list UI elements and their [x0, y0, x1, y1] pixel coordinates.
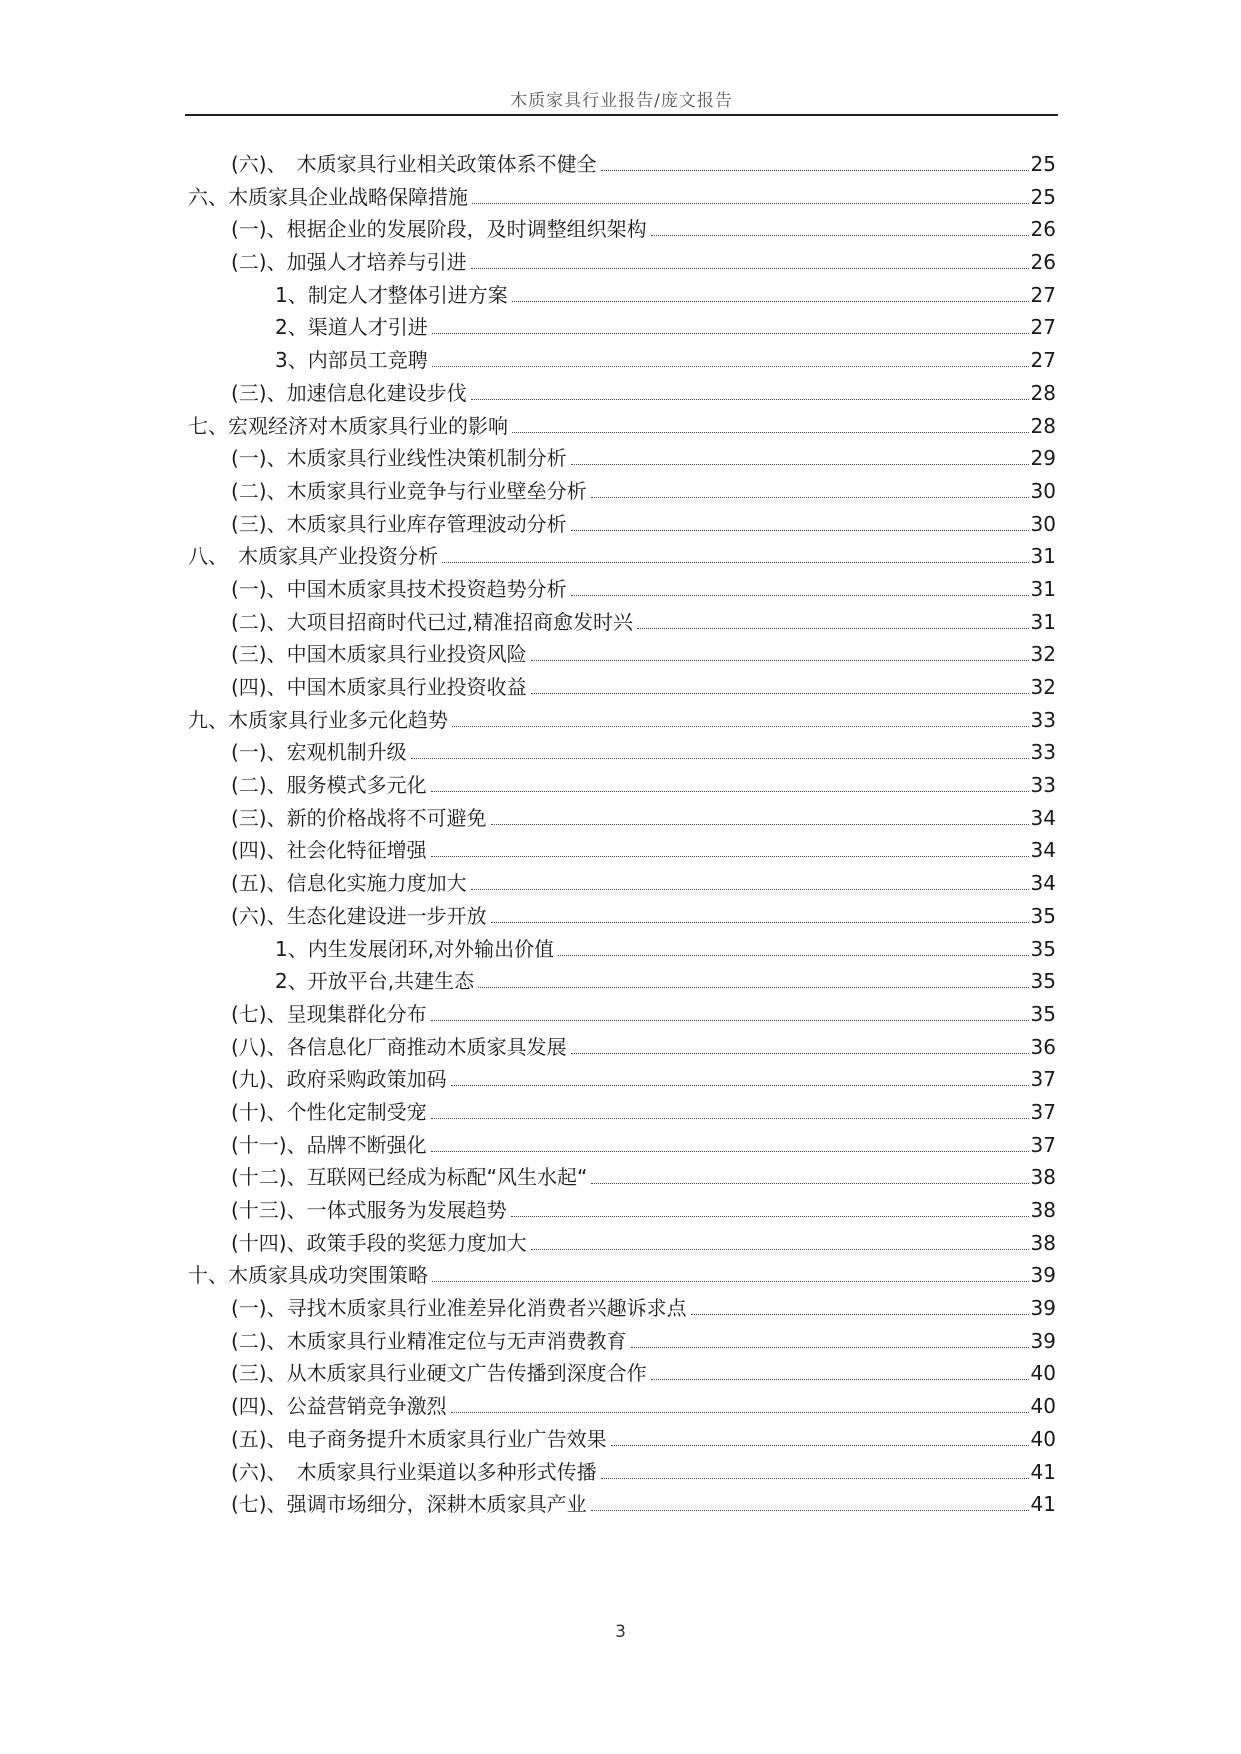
header-rule: [185, 114, 1058, 116]
toc-entry-title: (一)、根据企业的发展阶段，及时调整组织架构: [231, 217, 647, 242]
toc-entry-page: 30: [1030, 511, 1056, 536]
toc-dot-leader: [471, 399, 1029, 400]
toc-entry-title: 九、木质家具行业多元化趋势: [188, 707, 448, 732]
toc-entry-title: (一)、宏观机制升级: [231, 740, 407, 765]
toc-entry-title: (五)、信息化实施力度加大: [231, 871, 467, 896]
toc-dot-leader: [432, 333, 1029, 334]
toc-entry-page: 30: [1030, 478, 1056, 503]
toc-dot-leader: [431, 791, 1029, 792]
toc-dot-leader: [471, 889, 1029, 890]
toc-entry[interactable]: [188, 834, 1056, 867]
toc-entry-page: 40: [1030, 1394, 1056, 1419]
toc-entry[interactable]: [188, 1325, 1056, 1358]
toc-entry-page: 28: [1030, 413, 1056, 438]
toc-entry[interactable]: [188, 1292, 1056, 1325]
toc-entry[interactable]: [188, 704, 1056, 737]
toc-dot-leader: [591, 1183, 1028, 1184]
toc-dot-leader: [591, 1510, 1029, 1511]
toc-dot-leader: [651, 1379, 1029, 1380]
toc-entry-page: 31: [1030, 576, 1056, 601]
toc-entry[interactable]: [188, 1488, 1056, 1521]
toc-entry-page: 27: [1030, 282, 1056, 307]
toc-dot-leader: [471, 268, 1029, 269]
toc-entry[interactable]: [188, 540, 1056, 573]
toc-entry[interactable]: [188, 965, 1056, 998]
toc-entry-page: 38: [1030, 1230, 1056, 1255]
toc-entry-page: 35: [1030, 969, 1056, 994]
toc-dot-leader: [571, 1053, 1029, 1054]
toc-entry-title: (八)、各信息化厂商推动木质家具发展: [231, 1034, 567, 1059]
toc-entry[interactable]: [188, 1096, 1056, 1129]
toc-entry-page: 37: [1030, 1067, 1056, 1092]
toc-entry-title: (一)、木质家具行业线性决策机制分析: [231, 446, 567, 471]
toc-entry-page: 33: [1030, 707, 1056, 732]
toc-entry-title: (十四)、政策手段的奖惩力度加大: [231, 1230, 527, 1255]
toc-entry-title: (三)、木质家具行业库存管理波动分析: [231, 511, 567, 536]
toc-dot-leader: [431, 1020, 1029, 1021]
toc-entry-page: 35: [1030, 903, 1056, 928]
toc-entry-page: 33: [1030, 740, 1056, 765]
toc-entry[interactable]: [188, 311, 1056, 344]
toc-entry-page: 35: [1030, 936, 1056, 961]
toc-entry[interactable]: [188, 1423, 1056, 1456]
toc-entry-page: 31: [1030, 544, 1056, 569]
toc-entry-page: 27: [1030, 315, 1056, 340]
toc-entry-page: 27: [1030, 348, 1056, 373]
toc-dot-leader: [558, 955, 1028, 956]
toc-dot-leader: [611, 1445, 1029, 1446]
toc-entry-title: (一)、中国木质家具技术投资趋势分析: [231, 576, 567, 601]
toc-entry[interactable]: [188, 344, 1056, 377]
table-of-contents: [188, 148, 1056, 1521]
toc-entry-title: (三)、中国木质家具行业投资风险: [231, 642, 527, 667]
toc-entry-title: (五)、电子商务提升木质家具行业广告效果: [231, 1426, 607, 1451]
toc-entry[interactable]: [188, 508, 1056, 541]
toc-entry-title: (六)、 木质家具行业相关政策体系不健全: [231, 152, 597, 176]
toc-entry-title: 1、内生发展闭环,对外输出价值: [275, 936, 555, 961]
toc-entry[interactable]: [188, 1063, 1056, 1096]
toc-entry-title: (十一)、品牌不断强化: [231, 1132, 427, 1157]
toc-entry-title: (六)、 木质家具行业渠道以多种形式传播: [231, 1459, 597, 1484]
toc-entry[interactable]: [188, 933, 1056, 966]
toc-dot-leader: [472, 203, 1029, 204]
toc-entry[interactable]: [188, 1456, 1056, 1489]
toc-entry[interactable]: [188, 1357, 1056, 1390]
toc-entry-page: 40: [1030, 1426, 1056, 1451]
toc-entry[interactable]: [188, 1129, 1056, 1162]
toc-entry-title: (二)、加强人才培养与引进: [231, 250, 467, 275]
toc-entry-page: 38: [1030, 1198, 1056, 1222]
toc-entry-title: (四)、社会化特征增强: [231, 838, 427, 863]
toc-entry[interactable]: [188, 410, 1056, 443]
toc-entry-title: 2、渠道人才引进: [275, 315, 428, 340]
toc-entry-title: (二)、服务模式多元化: [231, 773, 427, 798]
page-number: 3: [615, 1622, 626, 1642]
toc-entry-page: 37: [1030, 1099, 1056, 1124]
toc-entry-title: (二)、木质家具行业竞争与行业壁垒分析: [231, 478, 587, 503]
toc-entry[interactable]: [188, 475, 1056, 508]
toc-entry-title: (一)、寻找木质家具行业准差异化消费者兴趣诉求点: [231, 1296, 687, 1321]
toc-dot-leader: [691, 1314, 1029, 1315]
toc-entry[interactable]: [188, 148, 1056, 181]
toc-entry-page: 40: [1030, 1361, 1056, 1386]
toc-entry-page: 41: [1030, 1459, 1056, 1484]
toc-dot-leader: [651, 235, 1029, 236]
toc-entry[interactable]: [188, 736, 1056, 769]
toc-dot-leader: [571, 464, 1029, 465]
toc-entry-page: 36: [1030, 1034, 1056, 1059]
toc-dot-leader: [601, 170, 1029, 171]
toc-entry-page: 32: [1030, 642, 1056, 667]
toc-entry-title: (三)、加速信息化建设步伐: [231, 380, 467, 405]
toc-dot-leader: [432, 1281, 1029, 1282]
toc-dot-leader: [512, 301, 1029, 302]
toc-entry[interactable]: [188, 769, 1056, 802]
toc-entry-title: (六)、生态化建设进一步开放: [231, 903, 487, 928]
toc-entry-title: 七、宏观经济对木质家具行业的影响: [188, 413, 508, 438]
toc-entry-title: (十三)、一体式服务为发展趋势: [231, 1198, 507, 1222]
toc-entry[interactable]: [188, 638, 1056, 671]
toc-dot-leader: [431, 1151, 1029, 1152]
toc-dot-leader: [451, 1412, 1029, 1413]
toc-entry-page: 39: [1030, 1328, 1056, 1353]
toc-entry-title: (二)、大项目招商时代已过,精准招商愈发时兴: [231, 609, 633, 634]
toc-dot-leader: [442, 562, 1029, 563]
toc-entry-title: (十)、个性化定制受宠: [231, 1099, 427, 1124]
toc-dot-leader: [571, 530, 1029, 531]
toc-entry-title: 1、制定人才整体引进方案: [275, 282, 508, 307]
toc-entry-page: 34: [1030, 805, 1056, 830]
toc-entry[interactable]: [188, 442, 1056, 475]
toc-dot-leader: [491, 922, 1029, 923]
toc-entry[interactable]: [188, 279, 1056, 312]
toc-entry[interactable]: [188, 573, 1056, 606]
toc-dot-leader: [531, 660, 1029, 661]
toc-entry-title: (三)、从木质家具行业硬文广告传播到深度合作: [231, 1361, 647, 1386]
toc-entry-page: 26: [1030, 250, 1056, 275]
toc-entry-title: (七)、强调市场细分，深耕木质家具产业: [231, 1492, 587, 1517]
toc-entry-page: 26: [1030, 217, 1056, 242]
toc-entry-page: 41: [1030, 1492, 1056, 1517]
toc-dot-leader: [601, 1478, 1029, 1479]
toc-entry-page: 25: [1030, 184, 1056, 209]
toc-entry[interactable]: [188, 246, 1056, 279]
toc-entry-title: (四)、中国木质家具行业投资收益: [231, 675, 527, 699]
toc-entry-title: (九)、政府采购政策加码: [231, 1067, 447, 1092]
toc-entry-page: 25: [1030, 152, 1056, 176]
toc-entry[interactable]: [188, 867, 1056, 900]
toc-dot-leader: [411, 758, 1029, 759]
toc-entry-title: 六、木质家具企业战略保障措施: [188, 184, 468, 209]
toc-entry[interactable]: [188, 1259, 1056, 1292]
toc-dot-leader: [591, 497, 1029, 498]
toc-entry-page: 39: [1030, 1296, 1056, 1321]
toc-entry-title: (四)、公益营销竞争激烈: [231, 1394, 447, 1419]
toc-entry-page: 31: [1030, 609, 1056, 634]
toc-entry-title: 3、内部员工竞聘: [275, 348, 428, 373]
toc-entry-title: (三)、新的价格战将不可避免: [231, 805, 487, 830]
toc-entry[interactable]: [188, 606, 1056, 639]
toc-entry-page: 29: [1030, 446, 1056, 471]
toc-dot-leader: [571, 595, 1029, 596]
toc-dot-leader: [432, 366, 1029, 367]
toc-dot-leader: [491, 824, 1029, 825]
toc-entry[interactable]: [188, 213, 1056, 246]
toc-entry[interactable]: [188, 1194, 1056, 1227]
toc-dot-leader: [531, 1249, 1029, 1250]
toc-entry-title: 2、开放平台,共建生态: [275, 969, 475, 994]
toc-dot-leader: [478, 987, 1028, 988]
toc-dot-leader: [452, 726, 1029, 727]
toc-entry-page: 28: [1030, 380, 1056, 405]
toc-entry[interactable]: [188, 377, 1056, 410]
toc-dot-leader: [512, 432, 1029, 433]
toc-entry-title: (二)、木质家具行业精准定位与无声消费教育: [231, 1328, 627, 1353]
toc-dot-leader: [451, 1085, 1029, 1086]
toc-entry-page: 39: [1030, 1263, 1056, 1288]
toc-entry-page: 33: [1030, 773, 1056, 798]
toc-dot-leader: [637, 628, 1029, 629]
toc-entry-page: 34: [1030, 871, 1056, 896]
toc-entry[interactable]: [188, 181, 1056, 214]
toc-entry[interactable]: [188, 671, 1056, 704]
toc-dot-leader: [431, 1118, 1029, 1119]
toc-entry[interactable]: [188, 900, 1056, 933]
toc-entry[interactable]: [188, 998, 1056, 1031]
toc-entry-page: 37: [1030, 1132, 1056, 1157]
toc-entry-page: 32: [1030, 675, 1056, 699]
toc-entry-page: 38: [1030, 1165, 1056, 1190]
toc-entry-page: 35: [1030, 1001, 1056, 1026]
toc-entry[interactable]: [188, 1161, 1056, 1194]
toc-dot-leader: [511, 1216, 1029, 1217]
toc-entry-title: 八、 木质家具产业投资分析: [188, 544, 438, 569]
toc-entry[interactable]: [188, 1227, 1056, 1260]
toc-entry[interactable]: [188, 802, 1056, 835]
toc-entry-title: 十、木质家具成功突围策略: [188, 1263, 428, 1288]
toc-entry[interactable]: [188, 1390, 1056, 1423]
toc-dot-leader: [431, 856, 1029, 857]
toc-dot-leader: [631, 1347, 1029, 1348]
page-header: 木质家具行业报告/庞文报告: [510, 91, 733, 111]
toc-dot-leader: [531, 693, 1029, 694]
toc-entry-page: 34: [1030, 838, 1056, 863]
toc-entry-title: (七)、呈现集群化分布: [231, 1001, 427, 1026]
toc-entry[interactable]: [188, 1031, 1056, 1064]
toc-entry-title: (十二)、互联网已经成为标配“风生水起“: [231, 1165, 588, 1190]
